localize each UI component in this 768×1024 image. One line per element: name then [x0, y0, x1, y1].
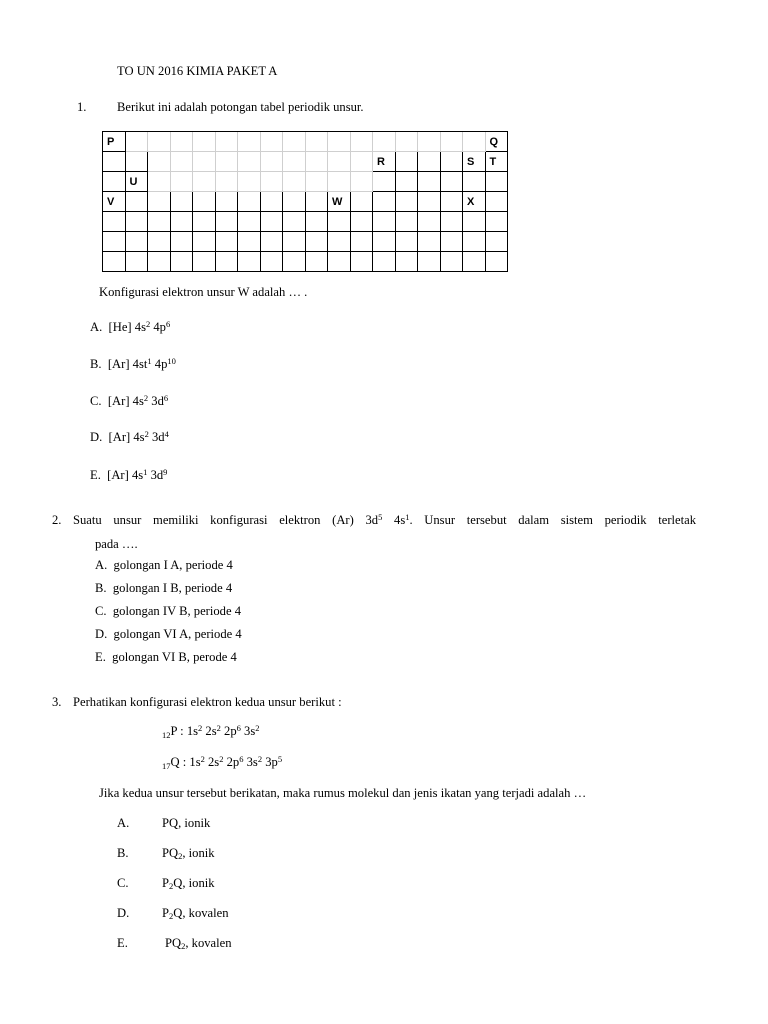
element-cell-empty — [103, 252, 126, 272]
superscript: 2 — [144, 429, 149, 439]
element-cell-empty — [441, 152, 464, 172]
element-cell-empty — [171, 252, 194, 272]
element-cell-empty — [283, 192, 306, 212]
element-cell-empty — [238, 212, 261, 232]
q1-option-d[interactable] — [90, 431, 169, 444]
option-text: golongan IV B, periode 4 — [112, 604, 241, 618]
q1-option-c[interactable] — [90, 395, 168, 408]
element-cell-empty — [148, 132, 171, 152]
element-cell-empty — [441, 232, 464, 252]
q3-config-p — [162, 725, 260, 740]
element-cell-v: V — [103, 192, 126, 212]
element-cell-empty — [216, 132, 239, 152]
option-letter: E. — [90, 468, 101, 482]
periodic-table-fragment — [102, 131, 508, 272]
element-cell-empty — [306, 152, 329, 172]
element-cell-empty — [396, 172, 419, 192]
element-cell-empty — [193, 212, 216, 232]
superscript: 1 — [143, 467, 148, 477]
element-cell-empty — [418, 192, 441, 212]
element-cell-empty — [171, 132, 194, 152]
q3-option-b[interactable] — [117, 847, 215, 860]
element-cell-empty — [373, 212, 396, 232]
option-letter: C. — [117, 876, 129, 890]
superscript: 2 — [200, 754, 205, 764]
q2-stem-line1 — [73, 514, 696, 527]
option-text: golongan I B, periode 4 — [112, 581, 233, 595]
document-title: TO UN 2016 KIMIA PAKET A — [117, 64, 278, 78]
q1-option-b[interactable] — [90, 358, 176, 371]
element-cell-empty — [328, 172, 351, 192]
element-cell-empty — [486, 192, 509, 212]
superscript: 9 — [163, 467, 168, 477]
q2-number: 2. — [52, 513, 62, 527]
q2-stem-line2: pada …. — [95, 537, 138, 551]
element-cell-empty — [261, 132, 284, 152]
element-cell-empty — [216, 252, 239, 272]
q2-option-d[interactable] — [95, 628, 242, 641]
element-cell-empty — [193, 252, 216, 272]
element-cell-empty — [283, 152, 306, 172]
option-text: , ionik — [178, 816, 211, 830]
option-letter: B. — [95, 581, 107, 595]
element-cell-empty — [418, 212, 441, 232]
element-cell-empty — [306, 252, 329, 272]
element-cell-empty — [306, 172, 329, 192]
element-cell-empty — [283, 212, 306, 232]
element-cell-empty — [216, 212, 239, 232]
element-cell-empty — [103, 172, 126, 192]
superscript: 6 — [236, 723, 241, 733]
config-text: 3p — [262, 755, 278, 769]
element-cell-empty — [216, 172, 239, 192]
config-text: 2s — [202, 724, 217, 738]
element-cell-empty — [148, 172, 171, 192]
option-text: , ionik — [182, 846, 215, 860]
option-letter: E. — [117, 936, 128, 950]
q2-option-a[interactable] — [95, 559, 233, 572]
element-cell-empty — [261, 212, 284, 232]
superscript: 2 — [216, 723, 221, 733]
option-text: P — [162, 876, 170, 890]
element-cell-empty — [396, 152, 419, 172]
element-cell-empty — [486, 172, 509, 192]
option-text: Q, ionik — [173, 876, 215, 890]
element-cell-empty — [396, 212, 419, 232]
config-text: 2s — [204, 755, 220, 769]
option-text: [Ar] 4s — [108, 430, 145, 444]
element-cell-empty — [238, 192, 261, 212]
element-cell-s: S — [463, 152, 486, 172]
element-cell-empty — [103, 232, 126, 252]
option-letter: A. — [117, 816, 130, 830]
element-cell-empty — [261, 252, 284, 272]
option-text: golongan VI B, perode 4 — [112, 650, 237, 664]
option-letter: E. — [95, 650, 106, 664]
superscript: 1 — [405, 512, 410, 522]
option-letter: C. — [95, 604, 107, 618]
element-cell-empty — [328, 232, 351, 252]
option-text: PQ — [165, 936, 182, 950]
element-cell-empty — [126, 212, 149, 232]
element-cell-empty — [148, 232, 171, 252]
superscript: 4 — [164, 429, 169, 439]
option-text: PQ — [162, 846, 179, 860]
option-text: , kovalen — [185, 936, 232, 950]
q3-config-q — [162, 756, 282, 771]
element-cell-empty — [373, 132, 396, 152]
q3-option-a[interactable] — [117, 817, 210, 830]
element-cell-empty — [486, 212, 509, 232]
element-cell-empty — [261, 172, 284, 192]
superscript: 6 — [239, 754, 244, 764]
element-cell-empty — [441, 132, 464, 152]
element-cell-empty — [148, 192, 171, 212]
element-cell-empty — [396, 232, 419, 252]
config-text: 2p — [220, 724, 237, 738]
element-cell-empty — [441, 252, 464, 272]
subscript: 2 — [178, 851, 183, 861]
element-cell-empty — [171, 172, 194, 192]
element-cell-empty — [283, 252, 306, 272]
superscript: 2 — [255, 723, 260, 733]
element-cell-empty — [418, 232, 441, 252]
option-text: 3d — [147, 468, 164, 482]
element-cell-empty — [486, 252, 509, 272]
option-text: 4p — [151, 357, 168, 371]
element-cell-empty — [126, 232, 149, 252]
element-cell-empty — [148, 252, 171, 272]
element-cell-empty — [441, 192, 464, 212]
superscript: 6 — [163, 393, 169, 403]
element-cell-empty — [351, 132, 374, 152]
superscript: 1 — [147, 356, 152, 366]
element-cell-empty — [328, 212, 351, 232]
element-cell-empty — [373, 252, 396, 272]
subscript: 2 — [181, 941, 186, 951]
option-letter: A. — [90, 320, 103, 334]
element-cell-empty — [306, 132, 329, 152]
element-cell-t: T — [486, 152, 509, 172]
element-cell-empty — [171, 152, 194, 172]
q1-intro: Berikut ini adalah potongan tabel periodik unsur. — [117, 100, 364, 114]
element-cell-empty — [396, 252, 419, 272]
superscript: 2 — [257, 754, 263, 764]
element-cell-empty — [351, 152, 374, 172]
element-cell-empty — [351, 212, 374, 232]
q3-intro: Perhatikan konfigurasi elektron kedua unsur berikut : — [73, 695, 342, 709]
q3-option-e[interactable] — [117, 937, 232, 950]
element-cell-empty — [373, 232, 396, 252]
q1-number: 1. — [77, 100, 87, 114]
element-cell-empty — [216, 152, 239, 172]
element-cell-empty — [103, 152, 126, 172]
element-cell-empty — [238, 252, 261, 272]
element-cell-empty — [261, 232, 284, 252]
config-text: Q : 1s — [170, 755, 201, 769]
element-cell-empty — [328, 132, 351, 152]
element-cell-p: P — [103, 132, 126, 152]
element-cell-empty — [418, 132, 441, 152]
superscript: 10 — [167, 356, 176, 366]
q2-text: 4s — [382, 513, 406, 527]
element-cell-empty — [486, 232, 509, 252]
element-cell-empty — [373, 172, 396, 192]
atomic-number: 12 — [162, 730, 171, 740]
option-text: 3d — [148, 430, 165, 444]
superscript: 2 — [219, 754, 224, 764]
element-cell-q: Q — [486, 132, 509, 152]
q3-option-c[interactable] — [117, 877, 215, 890]
element-cell-empty — [171, 232, 194, 252]
element-cell-empty — [441, 172, 464, 192]
element-cell-empty — [216, 232, 239, 252]
element-cell-empty — [193, 232, 216, 252]
element-cell-empty — [238, 232, 261, 252]
superscript: 2 — [145, 319, 151, 329]
option-text: [He] 4s — [108, 320, 146, 334]
q3-option-d[interactable] — [117, 907, 229, 920]
option-text: P — [162, 906, 170, 920]
config-text: 3s — [243, 755, 258, 769]
element-cell-empty — [418, 252, 441, 272]
option-text: [Ar] 4s — [107, 468, 144, 482]
q1-option-a[interactable] — [90, 321, 170, 334]
element-cell-empty — [171, 212, 194, 232]
option-letter: B. — [90, 357, 102, 371]
option-text: [Ar] 4st — [107, 357, 148, 371]
element-cell-empty — [396, 192, 419, 212]
element-cell-empty — [148, 152, 171, 172]
option-letter: D. — [117, 906, 130, 920]
superscript: 5 — [277, 754, 283, 764]
superscript: 2 — [143, 393, 149, 403]
element-cell-empty — [306, 232, 329, 252]
option-text: Q, kovalen — [173, 906, 229, 920]
element-cell-empty — [193, 152, 216, 172]
option-letter: D. — [90, 430, 103, 444]
element-cell-empty — [283, 132, 306, 152]
element-cell-empty — [463, 132, 486, 152]
element-cell-empty — [283, 172, 306, 192]
element-cell-empty — [463, 252, 486, 272]
element-cell-x: X — [463, 192, 486, 212]
element-cell-empty — [148, 212, 171, 232]
config-text: 2p — [223, 755, 240, 769]
option-letter: C. — [90, 394, 102, 408]
element-cell-empty — [238, 152, 261, 172]
option-text: [Ar] 4s — [107, 394, 144, 408]
element-cell-empty — [126, 252, 149, 272]
option-letter: A. — [95, 558, 108, 572]
option-letter: B. — [117, 846, 129, 860]
q2-option-e[interactable] — [95, 651, 237, 664]
element-cell-u: U — [126, 172, 149, 192]
q2-option-b[interactable] — [95, 582, 232, 595]
element-cell-empty — [463, 212, 486, 232]
element-cell-empty — [238, 172, 261, 192]
option-text: PQ — [162, 816, 179, 830]
element-cell-empty — [441, 212, 464, 232]
q2-option-c[interactable] — [95, 605, 241, 618]
option-text: golongan VI A, periode 4 — [113, 627, 242, 641]
element-cell-empty — [396, 132, 419, 152]
element-cell-empty — [463, 232, 486, 252]
subscript: 2 — [169, 911, 174, 921]
element-cell-empty — [418, 172, 441, 192]
element-cell-empty — [373, 192, 396, 212]
element-cell-empty — [216, 192, 239, 212]
q1-option-e[interactable] — [90, 469, 167, 482]
element-cell-empty — [171, 192, 194, 212]
element-cell-empty — [306, 192, 329, 212]
superscript: 6 — [165, 319, 171, 329]
element-cell-empty — [463, 172, 486, 192]
element-cell-empty — [126, 192, 149, 212]
q1-question: Konfigurasi elektron unsur W adalah … . — [99, 285, 308, 299]
element-cell-w: W — [328, 192, 351, 212]
element-cell-empty — [126, 132, 149, 152]
option-text: 3d — [148, 394, 164, 408]
atomic-number: 17 — [162, 761, 171, 771]
element-cell-empty — [351, 192, 374, 212]
element-cell-empty — [328, 152, 351, 172]
option-text: 4p — [150, 320, 166, 334]
element-cell-empty — [351, 172, 374, 192]
option-text: golongan I A, periode 4 — [113, 558, 233, 572]
element-cell-empty — [126, 152, 149, 172]
option-letter: D. — [95, 627, 108, 641]
element-cell-empty — [261, 152, 284, 172]
superscript: 5 — [378, 512, 383, 522]
element-cell-empty — [351, 232, 374, 252]
element-cell-empty — [193, 132, 216, 152]
element-cell-empty — [283, 232, 306, 252]
superscript: 2 — [198, 723, 203, 733]
subscript: 2 — [169, 881, 174, 891]
element-cell-empty — [418, 152, 441, 172]
q2-text: . Unsur tersebut dalam sistem periodik terletak — [409, 513, 696, 527]
q2-text: Suatu unsur memiliki konfigurasi elektron (Ar) 3d — [73, 513, 379, 527]
element-cell-empty — [193, 172, 216, 192]
element-cell-empty — [328, 252, 351, 272]
q3-question: Jika kedua unsur tersebut berikatan, maka rumus molekul dan jenis ikatan yang terjadi adalah … — [99, 786, 587, 800]
config-text: 3s — [240, 724, 256, 738]
element-cell-empty — [306, 212, 329, 232]
q3-number: 3. — [52, 695, 62, 709]
element-cell-r: R — [373, 152, 396, 172]
element-cell-empty — [193, 192, 216, 212]
element-cell-empty — [238, 132, 261, 152]
element-cell-empty — [261, 192, 284, 212]
element-cell-empty — [103, 212, 126, 232]
config-text: P : 1s — [170, 724, 199, 738]
element-cell-empty — [351, 252, 374, 272]
